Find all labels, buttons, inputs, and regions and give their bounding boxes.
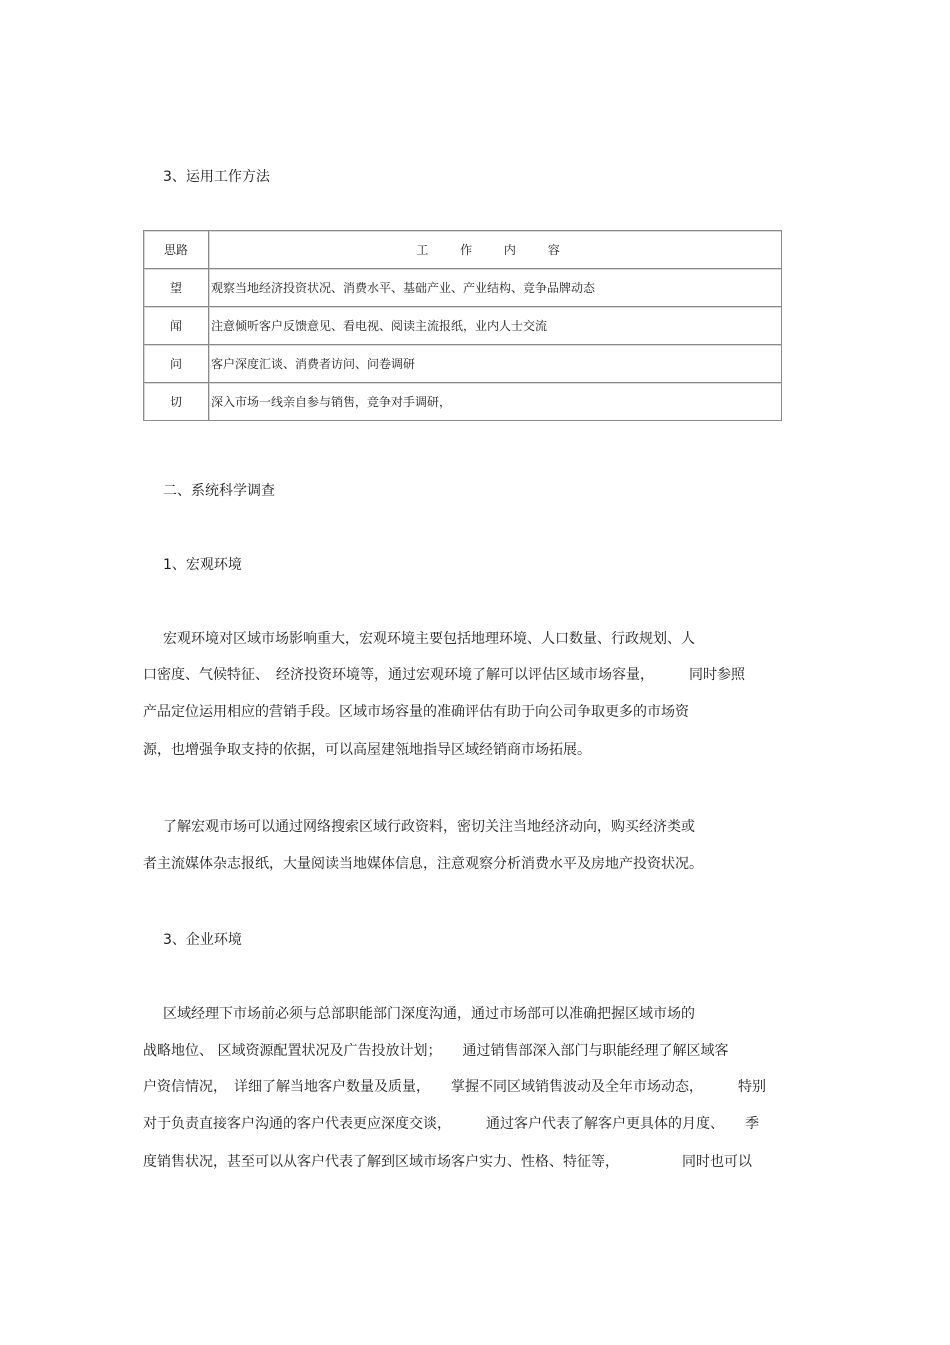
paragraph-line: 度销售状况，甚至可以从客户代表了解到区域市场客户实力、性格、特征等， 同时也可以 [143,1154,752,1170]
table-cell-value: 深入市场一线亲自参与销售，竞争对手调研， [208,382,781,420]
paragraph-line: 户资信情况， 详细了解当地客户数量及质量， 掌握不同区域销售波动及全年市场动态， 特别 [143,1079,766,1095]
table-row [144,344,781,382]
table-row [144,268,781,306]
paragraph-line: 宏观环境对区域市场影响重大，宏观环境主要包括地理环境、人口数量、行政规划、人 [163,631,695,647]
table-header-value: 工 作 内 容 [208,231,781,268]
method-section-title: 3、运用工作方法 [163,169,270,185]
table-header-key: 思路 [144,231,208,268]
paragraph-line: 产品定位运用相应的营销手段。区域市场容量的准确评估有助于向公司争取更多的市场资 [143,704,689,720]
paragraph-line: 源，也增强争取支持的依据，可以高屋建瓴地指导区域经销商市场拓展。 [143,742,591,758]
survey-section-title: 二、系统科学调查 [163,483,275,499]
table-cell-key: 问 [144,344,208,382]
paragraph-line: 了解宏观市场可以通过网络搜索区域行政资料，密切关注当地经济动向，购买经济类或 [163,819,695,835]
paragraph-line: 战略地位、 区域资源配置状况及广告投放计划； 通过销售部深入部门与职能经理了解区域客 [143,1043,729,1059]
table-header-row [144,231,781,268]
table-row [144,306,781,344]
table-cell-value: 客户深度汇谈、消费者访问、问卷调研 [208,344,781,382]
paragraph-line: 对于负责直接客户沟通的客户代表更应深度交谈， 通过客户代表了解客户更具体的月度、 季 [143,1116,759,1132]
paragraph-line: 区域经理下市场前必须与总部职能部门深度沟通，通过市场部可以准确把握区域市场的 [163,1006,695,1022]
table-cell-value: 注意倾听客户反馈意见、看电视、阅读主流报纸，业内人士交流 [208,306,781,344]
paragraph-line: 者主流媒体杂志报纸，大量阅读当地媒体信息，注意观察分析消费水平及房地产投资状况。 [143,856,703,872]
paragraph-line: 口密度、气候特征、 经济投资环境等，通过宏观环境了解可以评估区域市场容量， 同时参照 [143,667,745,683]
table-cell-key: 望 [144,268,208,306]
table-cell-key: 闻 [144,306,208,344]
table-cell-value: 观察当地经济投资状况、消费水平、基础产业、产业结构、竞争品牌动态 [208,268,781,306]
table-cell-key: 切 [144,382,208,420]
method-table [143,230,782,421]
enterprise-section-title: 3、企业环境 [163,932,242,948]
table-row [144,382,781,420]
macro-section-title: 1、宏观环境 [163,557,242,573]
